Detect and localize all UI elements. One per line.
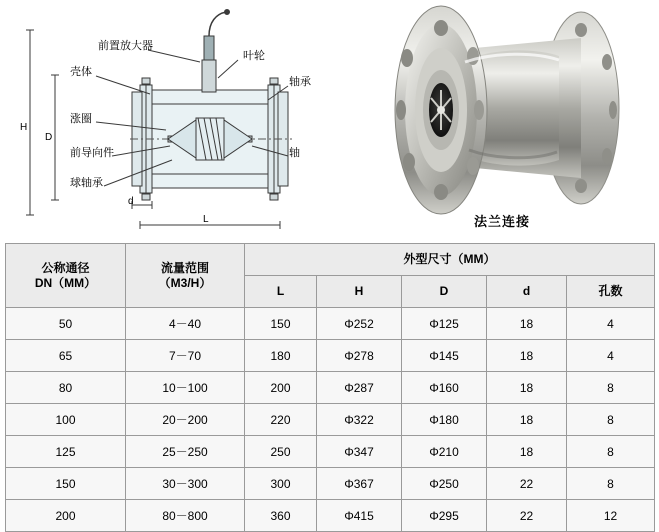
- cell-H: Φ287: [317, 372, 402, 404]
- table-row: [6, 468, 655, 500]
- cell-L: 300: [245, 468, 317, 500]
- header-flow-range: [126, 244, 245, 308]
- header-outline-dimensions: 外型尺寸（MM）: [245, 244, 655, 276]
- cell-D: Φ180: [402, 404, 487, 436]
- top-illustration-area: [0, 0, 659, 238]
- cell-L: 150: [245, 308, 317, 340]
- cell-L: 180: [245, 340, 317, 372]
- cell-D: Φ145: [402, 340, 487, 372]
- cell-d: 22: [487, 468, 567, 500]
- cell-flow: 10－100: [126, 372, 245, 404]
- table-row: [6, 340, 655, 372]
- cell-d: 18: [487, 436, 567, 468]
- cell-flow: 30－300: [126, 468, 245, 500]
- label-retaining-ring: 涨圈: [70, 113, 92, 125]
- header-holes: 孔数: [567, 276, 655, 308]
- cell-flow: 25－250: [126, 436, 245, 468]
- cell-d: 22: [487, 500, 567, 532]
- dimension-label-D: D: [45, 132, 53, 143]
- label-front-guide: 前导向件: [70, 147, 114, 159]
- label-pre-amplifier: 前置放大器: [98, 40, 153, 52]
- cell-D: Φ160: [402, 372, 487, 404]
- cell-dn: 100: [6, 404, 126, 436]
- specifications-table-wrap: [5, 243, 654, 532]
- product-photo: [345, 0, 659, 238]
- cell-L: 220: [245, 404, 317, 436]
- label-housing: 壳体: [70, 66, 92, 78]
- cell-D: Φ295: [402, 500, 487, 532]
- schematic-svg: [0, 0, 345, 238]
- table-row: [6, 436, 655, 468]
- cell-H: Φ415: [317, 500, 402, 532]
- header-nominal-diameter-line1: 公称通径: [41, 260, 90, 275]
- cell-dn: 80: [6, 372, 126, 404]
- cell-dn: 200: [6, 500, 126, 532]
- cell-H: Φ347: [317, 436, 402, 468]
- cell-holes: 4: [567, 308, 655, 340]
- cell-d: 18: [487, 340, 567, 372]
- cell-flow: 7－70: [126, 340, 245, 372]
- table-row: [6, 308, 655, 340]
- cell-dn: 125: [6, 436, 126, 468]
- cell-holes: 8: [567, 404, 655, 436]
- header-L: L: [245, 276, 317, 308]
- dimension-label-L: L: [203, 214, 209, 225]
- specifications-table: [5, 243, 655, 532]
- cell-D: Φ210: [402, 436, 487, 468]
- label-ball-bearing: 球轴承: [70, 177, 103, 189]
- cell-D: Φ250: [402, 468, 487, 500]
- photo-caption: 法兰连接: [473, 214, 530, 229]
- label-impeller: 叶轮: [243, 50, 265, 62]
- cell-d: 18: [487, 308, 567, 340]
- table-row: [6, 404, 655, 436]
- header-d: d: [487, 276, 567, 308]
- table-body: [6, 308, 655, 532]
- cell-flow: 4－40: [126, 308, 245, 340]
- cell-d: 18: [487, 372, 567, 404]
- table-head: [6, 244, 655, 308]
- dimension-label-d: d: [128, 196, 134, 207]
- cell-dn: 65: [6, 340, 126, 372]
- cell-H: Φ278: [317, 340, 402, 372]
- schematic-drawing: [0, 0, 345, 238]
- header-nominal-diameter: [6, 244, 126, 308]
- header-flow-range-line1: 流量范围: [160, 260, 209, 275]
- cell-holes: 8: [567, 436, 655, 468]
- cell-dn: 150: [6, 468, 126, 500]
- cell-H: Φ252: [317, 308, 402, 340]
- header-D: D: [402, 276, 487, 308]
- header-H: H: [317, 276, 402, 308]
- table-row: [6, 500, 655, 532]
- label-bearing: 轴承: [289, 76, 311, 88]
- cell-holes: 8: [567, 468, 655, 500]
- table-row: [6, 372, 655, 404]
- cell-d: 18: [487, 404, 567, 436]
- header-flow-range-line2: （M3/H）: [158, 275, 212, 290]
- flange-meter-photo-svg: [345, 0, 659, 238]
- cell-H: Φ322: [317, 404, 402, 436]
- cell-holes: 8: [567, 372, 655, 404]
- label-shaft: 轴: [289, 147, 300, 159]
- cell-holes: 4: [567, 340, 655, 372]
- cell-L: 250: [245, 436, 317, 468]
- dimension-label-H: H: [20, 122, 28, 133]
- cell-flow: 20－200: [126, 404, 245, 436]
- cell-H: Φ367: [317, 468, 402, 500]
- cell-D: Φ125: [402, 308, 487, 340]
- cell-holes: 12: [567, 500, 655, 532]
- cell-L: 360: [245, 500, 317, 532]
- table-header-row-1: [6, 244, 655, 276]
- cell-flow: 80－800: [126, 500, 245, 532]
- header-nominal-diameter-line2: DN（MM）: [34, 275, 97, 290]
- cell-dn: 50: [6, 308, 126, 340]
- cell-L: 200: [245, 372, 317, 404]
